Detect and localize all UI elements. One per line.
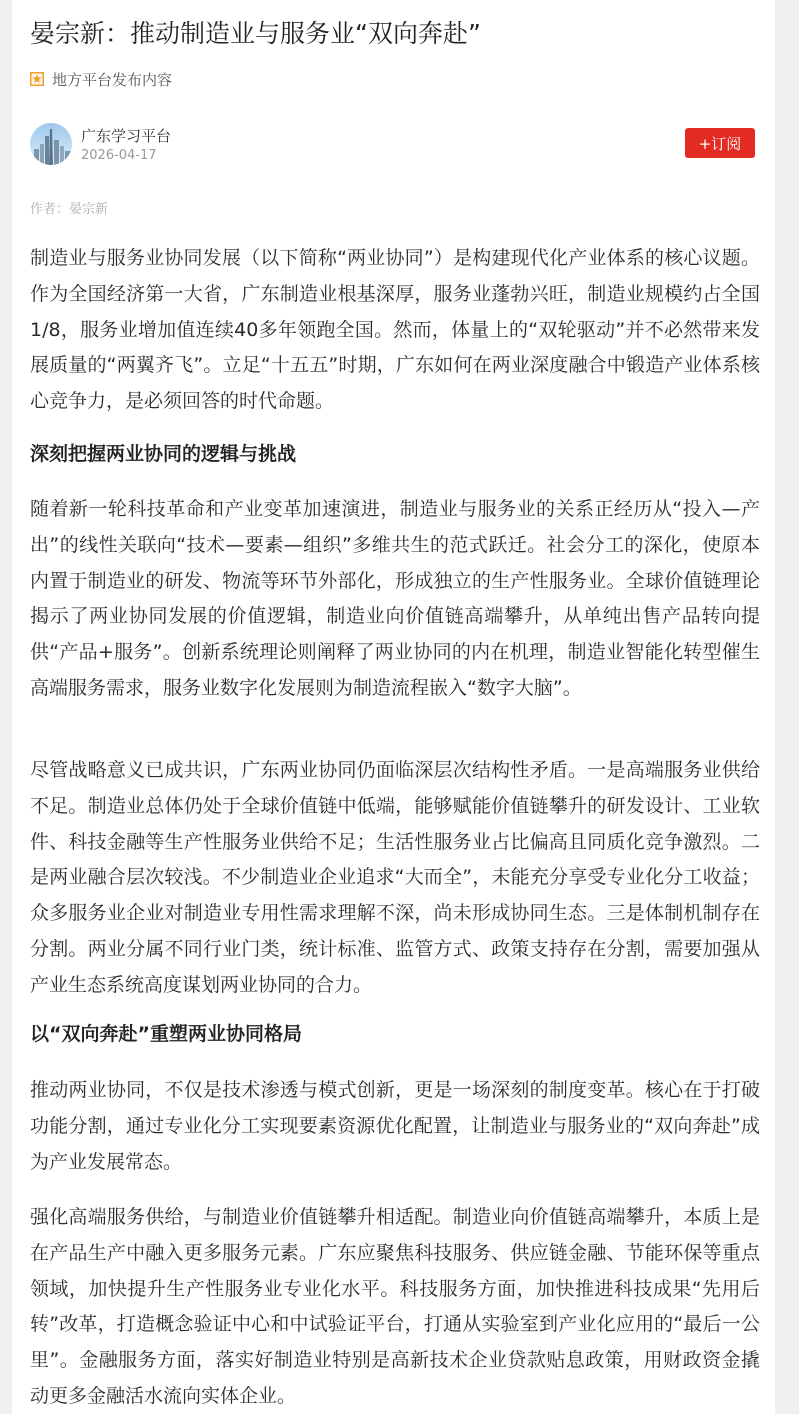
paragraph: 随着新一轮科技革命和产业变革加速演进，制造业与服务业的关系正经历从“投入—产出”的线性关联向“技术—要素—组织”多维共生的范式跃迁。社会分工的深化，使原本内置于制造业的研发、物流等环节外部化，形成独立的生产性服务业。全球价值链理论揭示了两业协同发展的价值逻辑，制造业向价值链高端攀升，从单纯出售产品转向提供“产品+服务”。创新系统理论则阐释了两业协同的内在机理，制造业智能化转型催生高端服务需求，服务业数字化发展则为制造流程嵌入“数字大脑”。 [30, 498, 760, 699]
article-page [12, 0, 775, 1414]
source-tag [30, 68, 172, 90]
paragraph: 强化高端服务供给，与制造业价值链攀升相适配。制造业向价值链高端攀升，本质上是在产品生产中融入更多服务元素。广东应聚焦科技服务、供应链金融、节能环保等重点领域，加快提升生产性服务业专业化水平。科技服务方面，加快推进科技成果“先用后转”改革，打造概念验证中心和中试验证平台，打通从实验室到产业化应用的“最后一公里”。金融服务方面，落实好制造业特别是高新技术企业贷款贴息政策，用财政资金撬动更多金融活水流向实体企业。 [30, 1206, 760, 1407]
section-heading: 以“双向奔赴”重塑两业协同格局 [30, 1023, 302, 1045]
city-skyline-avatar [30, 123, 72, 165]
paragraph-intro: 制造业与服务业协同发展（以下简称“两业协同”）是构建现代化产业体系的核心议题。作为全国经济第一大省，广东制造业根基深厚，服务业蓬勃兴旺，制造业规模约占全国1/8，服务业增加值连续40多年领跑全国。然而，体量上的“双轮驱动”并不必然带来发展质量的“两翼齐飞”。立足“十五五”时期，广东如何在两业深度融合中锻造产业体系核心竞争力，是必须回答的时代命题。 [30, 247, 760, 413]
article-title: 晏宗新：推动制造业与服务业“双向奔赴” [30, 19, 481, 48]
paragraph: 推动两业协同，不仅是技术渗透与模式创新，更是一场深刻的制度变革。核心在于打破功能分割，通过专业化分工实现要素资源优化配置，让制造业与服务业的“双向奔赴”成为产业发展常态。 [30, 1079, 760, 1173]
subscribe-button[interactable]: +订阅 [685, 128, 755, 158]
publisher-row [30, 121, 755, 169]
publish-date: 2026-04-17 [81, 148, 157, 163]
section-heading: 深刻把握两业协同的逻辑与挑战 [30, 443, 297, 465]
author-byline: 作者：晏宗新 [30, 202, 109, 217]
star-badge-icon [30, 72, 44, 86]
publisher-name[interactable]: 广东学习平台 [81, 127, 172, 145]
source-label: 地方平台发布内容 [52, 70, 173, 89]
paragraph: 尽管战略意义已成共识，广东两业协同仍面临深层次结构性矛盾。一是高端服务业供给不足。制造业总体仍处于全球价值链中低端，能够赋能价值链攀升的研发设计、工业软件、科技金融等生产性服务业供给不足；生活性服务业占比偏高且同质化竞争激烈。二是两业融合层次较浅。不少制造业企业追求“大而全”，未能充分享受专业化分工收益；众多服务业企业对制造业专用性需求理解不深，尚未形成协同生态。三是体制机制存在分割。两业分属不同行业门类，统计标准、监管方式、政策支持存在分割，需要加强从产业生态系统高度谋划两业协同的合力。 [30, 759, 760, 996]
avatar[interactable] [30, 123, 72, 165]
